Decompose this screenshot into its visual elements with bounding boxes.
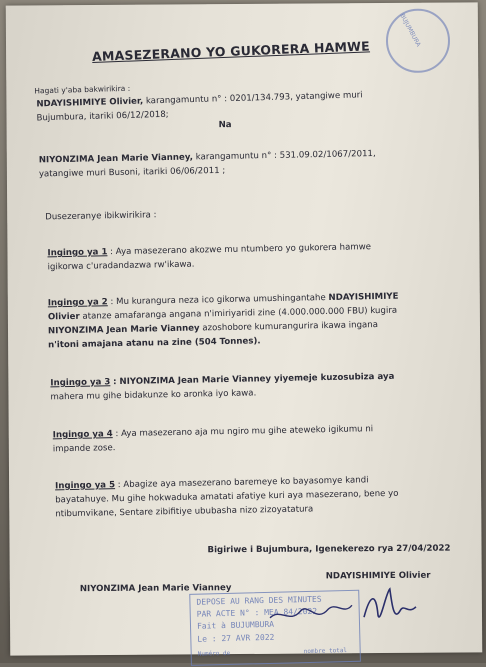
- party2-line: [39, 149, 376, 166]
- signature-right-name: NDAYISHIMIYE Olivier: [325, 570, 431, 582]
- party2-id: karangamuntu n° : 531.09.02/1067/2011,: [195, 148, 376, 163]
- article-4-line1: [53, 424, 374, 441]
- article-3-line2: mahera mu gihe bidakunze ko aronka iyo kawa.: [50, 388, 257, 403]
- article-4-label: Ingingo ya 4: [52, 429, 113, 441]
- article-2-line3-text: azoshobore kumurangurira ikawa ingana: [202, 320, 379, 334]
- stamp-line6: nombre total: [303, 647, 348, 656]
- stamp-line5: Numéro de: [197, 649, 231, 658]
- article-3-label: Ingingo ya 3: [50, 377, 111, 389]
- article-2-text1: : Mu kurangura neza ico gikorwa umushingantahe: [110, 293, 326, 308]
- article-2-label: Ingingo ya 2: [47, 297, 108, 309]
- article-2-line3: [48, 320, 378, 337]
- agreed-text: Dusezeranye ibikwirikira :: [45, 210, 157, 223]
- article-2-line2-text: atanze amafaranga angana n'imiriyaridi zine (4.000.000.000 FBU) kugira: [82, 305, 398, 322]
- article-1-label: Ingingo ya 1: [47, 247, 108, 259]
- party1-place: Bujumbura, itariki 06/12/2018;: [36, 109, 169, 124]
- article-2-line3-name: NIYONZIMA Jean Marie Vianney: [47, 323, 200, 337]
- article-1-text1: : Aya masezerano akozwe mu ntumbero yo gukorera hamwe: [110, 242, 372, 258]
- document-page: [6, 2, 483, 658]
- stamp-line1: DEPOSE AU RANG DES MINUTES: [196, 594, 322, 607]
- article-1-line1: [47, 242, 371, 259]
- article-4-text1: : Aya masezerano aja mu ngiro mu gihe ateweko igikumu ni: [115, 424, 374, 440]
- signed-at: Bigiriwe i Bujumbura, Igenekerezo rya 27/04/2022: [207, 543, 451, 556]
- signature-left-name: NIYONZIMA Jean Marie Vianney: [79, 583, 232, 595]
- article-2-name: NDAYISHIMIYE: [328, 291, 399, 303]
- party2-place: yatangiwe muri Busoni, itariki 06/06/2011 ;: [38, 165, 226, 180]
- stamp-line4: Le : 27 AVR 2022: [197, 632, 275, 644]
- article-5-text1: : Abagize aya masezerano baremeye ko bayasomye kandi: [117, 475, 369, 491]
- conjunction-na: Na: [218, 120, 232, 131]
- article-5-line3: ntibumvikane, Sentare zibifitiye ububasha nizo zizoyatatura: [55, 504, 314, 520]
- signature-middle: [266, 593, 356, 634]
- party2-name: NIYONZIMA Jean Marie Vianney,: [38, 152, 194, 166]
- party1-id: karangamuntu n° : 0201/134.793, yatangiwe muri: [145, 90, 363, 107]
- stamp-line2: PAR ACTE N° : MEA 84/2022: [196, 606, 318, 619]
- article-3-text1: : NIYONZIMA Jean Marie Vianney yiyemeje kuzosubiza aya: [112, 371, 395, 388]
- signature-right: [360, 585, 420, 629]
- seal-text: BUJUMBURA: [398, 12, 422, 49]
- article-5-line2: bayatahuye. Mu gihe hokwaduka amatati afatiye kuri aya masezerano, bene yo: [55, 488, 399, 506]
- article-4-line2: impande zose.: [52, 443, 116, 455]
- article-2-line4: n'itoni amajana atanu na zine (504 Tonnes).: [48, 336, 261, 351]
- party1-name: NDAYISHIMIYE Olivier,: [36, 96, 144, 110]
- article-2-line2-name: Olivier: [47, 311, 80, 323]
- document-title: AMASEZERANO YO GUKORERA HAMWE: [91, 38, 371, 65]
- stamp-line3: Fait à BUJUMBURA: [196, 619, 275, 631]
- article-5-label: Ingingo ya 5: [54, 480, 116, 492]
- article-1-line2: igikorwa c'uradandazwa rw'ikawa.: [47, 259, 195, 273]
- intro-text: Hagati y'aba bakwirikira :: [34, 83, 131, 96]
- article-3-line1: [50, 372, 394, 390]
